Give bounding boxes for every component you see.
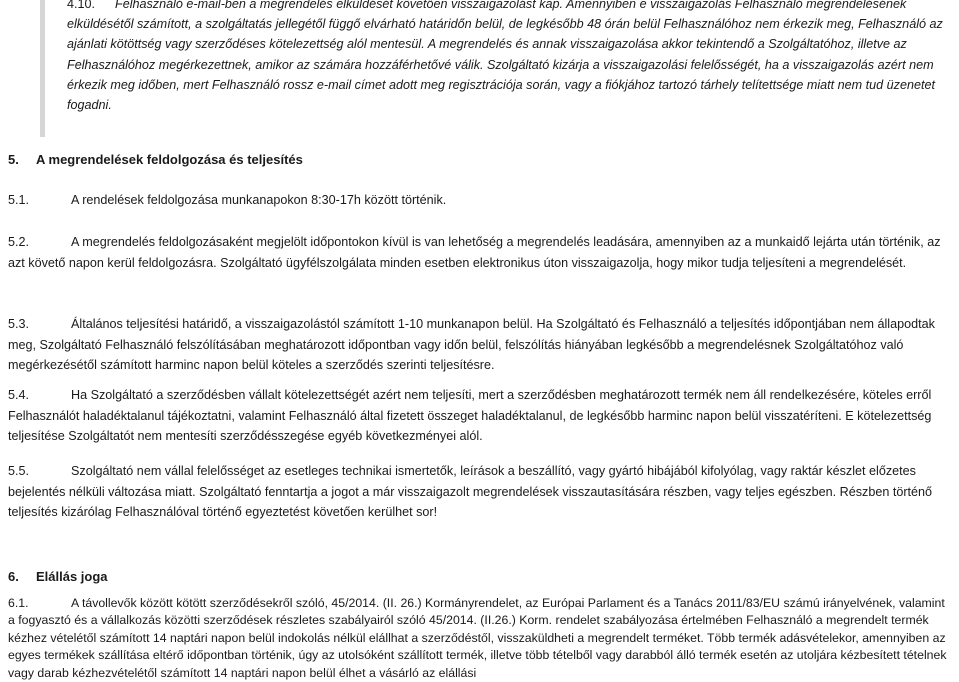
paragraph-number: 6.1. [8, 596, 29, 610]
quote-text: Felhasználó e-mail-ben a megrendelés elküldését követően visszaigazolást kap. Amennyiben e visszaigazolás Felhasználó megrendelésének elküldésétől számított, a szolgáltatás jellegétől függő elvárható határidőn belül, de legkésőbb 48 órán belül Felhasználóhoz nem érkezik meg, Felhasználó az ajánlati kötöttség vagy szerződéses kötelezettség alól mentesül. A megrendelés és annak visszaigazolása akkor tekintendő a Szolgáltatóhoz, illetve az Felhasználóhoz megérkezettnek, amikor az számára hozzáférhetővé válik. Szolgáltató kizárja a visszaigazolási felelősségét, ha a visszaigazolás azért nem érkezik meg időben, mert Felhasználó rossz e-mail címet adott meg regisztrációja során, vagy a fiókjához tartozó tárhely telítettsége miatt nem tud üzenetet fogadni. [67, 0, 943, 113]
paragraph-text: Szolgáltató nem vállal felelősséget az esetleges technikai ismertetők, leírások a beszállító, vagy gyártó hibájából kifolyólag, vagy raktár készlet előzetes bejelentés nélküli változása miatt. Szolgáltató fenntartja a jogot a már visszaigazolt megrendelések visszautasítására részben, vagy teljes egészben. Részben történő teljesítés kizárólag Felhasználóval történő egyeztetést követően kerülhet sor! [8, 464, 933, 519]
paragraph-text: Ha Szolgáltató a szerződésben vállalt kötelezettségét azért nem teljesíti, mert a szerződésben meghatározott termék nem áll rendelkezésére, köteles erről Felhasználót haladéktalanul tájékoztatni, valamint Felhasználó által fizetett összeget haladéktalanul, de legkésőbb harminc napon belül visszatéríteni. E kötelezettség teljesítése Szolgáltatót nem mentesíti szerződésszegése egyéb következményei alól. [8, 388, 932, 443]
paragraph-number: 5.3. [8, 317, 30, 331]
section-heading-6 [8, 569, 108, 584]
paragraph-text: Általános teljesítési határidő, a visszaigazolástól számított 1-10 munkanapon belül. Ha Szolgáltató és Felhasználó a teljesítés időpontjában nem állapodtak meg, Szolgáltató Felhasználó felszólításában meghatározott időpontban vagy időn belül, felszólítás hiányában legkésőbb a megrendelésnek Szolgáltatóhoz való megérkezésétől számított harminc napon belül köteles a szerződés szerinti teljesítésre. [8, 317, 935, 372]
paragraph-number: 5.5. [8, 464, 30, 478]
paragraph-5-3 [8, 314, 953, 376]
paragraph-number: 5.1. [8, 193, 30, 207]
paragraph-text: A megrendelés feldolgozásaként megjelölt időpontokon kívül is van lehetőség a megrendelés leadására, amennyiben az a munkaidő lejárta után történik, az azt követő napon kerül feldolgozásra. Szolgáltató ügyfélszolgálata minden esetben elektronikus úton visszaigazolja, hogy mikor tudja teljesíteni a megrendelését. [8, 235, 941, 270]
section-heading-5 [8, 152, 303, 167]
paragraph-5-5 [8, 461, 953, 523]
quoted-paragraph [67, 0, 947, 115]
quote-number: 4.10. [67, 0, 96, 11]
section-number: 5. [8, 152, 19, 167]
section-title: Elállás joga [36, 569, 108, 584]
section-title: A megrendelések feldolgozása és teljesítés [36, 152, 303, 167]
paragraph-5-2 [8, 232, 953, 273]
paragraph-5-1 [8, 193, 446, 207]
paragraph-5-4 [8, 385, 953, 447]
paragraph-number: 5.2. [8, 235, 30, 249]
paragraph-6-1 [8, 595, 953, 682]
quote-left-bar [40, 0, 45, 137]
paragraph-number: 5.4. [8, 388, 30, 402]
paragraph-text: A rendelések feldolgozása munkanapokon 8:30-17h között történik. [71, 193, 447, 207]
section-number: 6. [8, 569, 19, 584]
paragraph-text: A távollevők között kötött szerződésekről szóló, 45/2014. (II. 26.) Kormányrendelet, az Európai Parlament és a Tanács 2011/83/EU számú irányelvének, valamint a fogyasztó és a vállalkozás közötti szerződések részletes szabályairól szóló 45/2014. (II.26.) Korm. rendelet szabályozása értelmében Felhasználó a megrendelt termék kézhez vételétől számított 14 naptári napon belül indokolás nélkül elállhat a szerződéstől, visszaküldheti a megrendelt terméket. Több termék adásvételekor, amennyiben az egyes termékek szállítása eltérő időpontban történik, úgy az utolsóként szállított termék, illetve több tételből vagy darabból álló termék esetén az utoljára kézbesített tételnek vagy darab kézhezvételétől számított 14 naptári napon belül élhet a vásárló az elállási [8, 596, 947, 680]
